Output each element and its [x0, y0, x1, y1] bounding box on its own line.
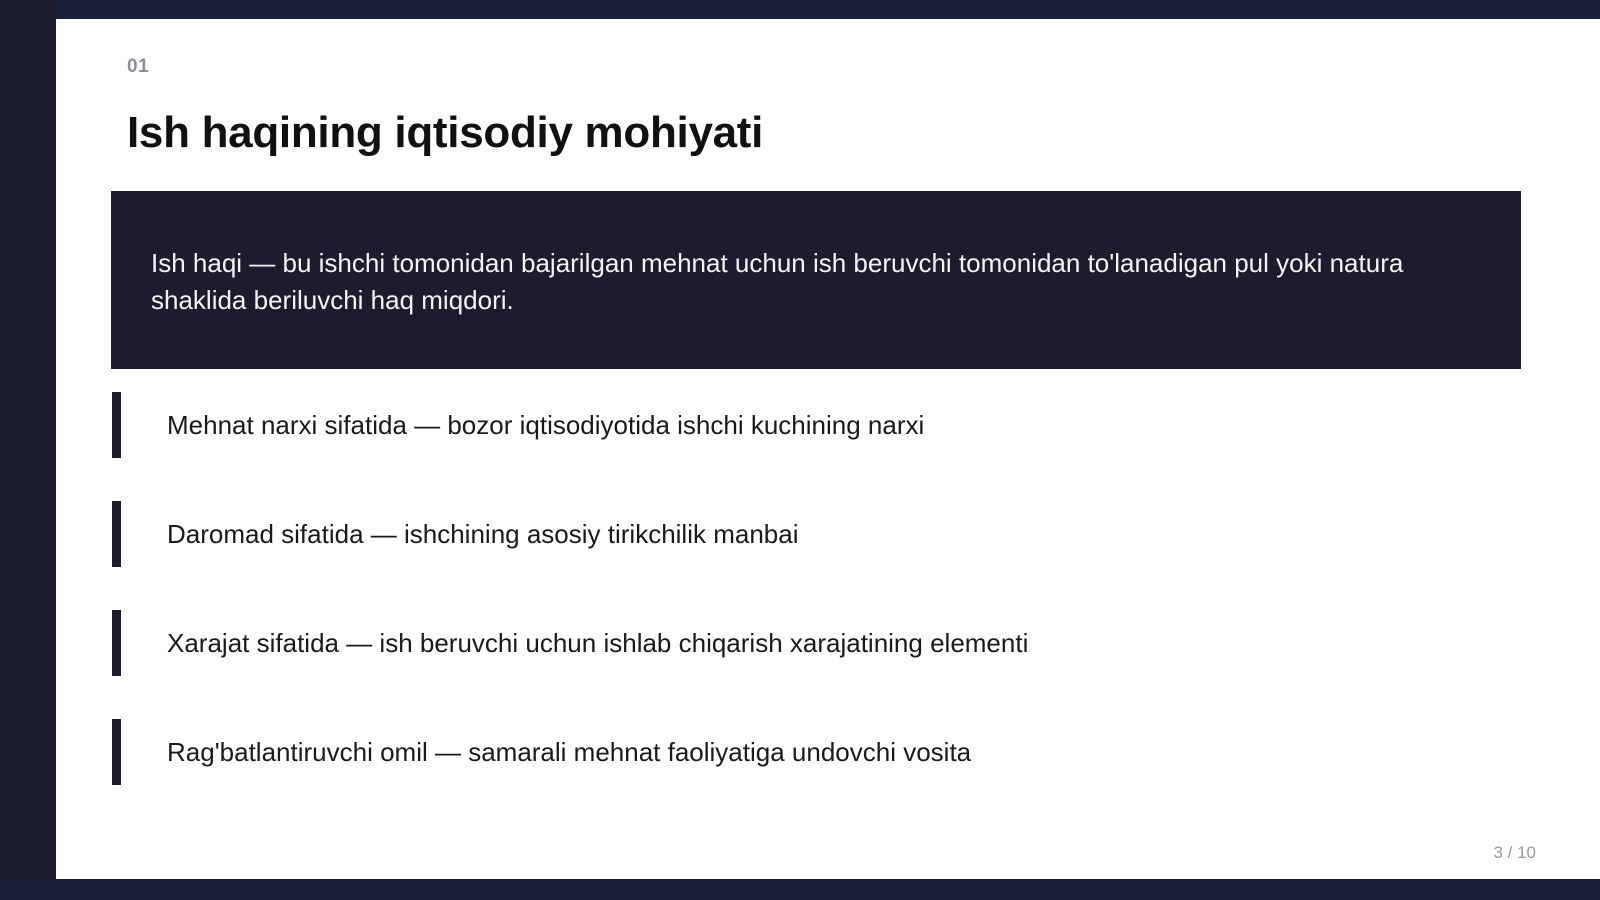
list-item-text: Daromad sifatida — ishchining asosiy tirikchilik manbai — [167, 519, 799, 549]
list-item — [112, 392, 1512, 458]
accent-bar — [112, 610, 121, 676]
list-item — [112, 719, 1512, 785]
list-item-text: Xarajat sifatida — ish beruvchi uchun ishlab chiqarish xarajatining elementi — [167, 628, 1029, 658]
accent-bar — [112, 392, 121, 458]
page-indicator: 3 / 10 — [1493, 843, 1536, 862]
definition-text: Ish haqi — bu ishchi tomonidan bajarilgan mehnat uchun ish beruvchi tomonidan to'lanadigan pul yoki natura shaklida beriluvchi haq miqdori. — [151, 248, 1404, 315]
bottom-frame-band — [0, 879, 1600, 900]
point-list — [112, 392, 1512, 828]
slide-section-number: 01 — [127, 56, 150, 77]
accent-bar — [112, 501, 121, 567]
left-frame-band — [0, 0, 56, 900]
slide-title: Ish haqining iqtisodiy mohiyati — [127, 108, 764, 157]
list-item — [112, 501, 1512, 567]
list-item-text: Mehnat narxi sifatida — bozor iqtisodiyotida ishchi kuchining narxi — [167, 410, 925, 440]
accent-bar — [112, 719, 121, 785]
top-frame-band — [56, 0, 1600, 19]
list-item — [112, 610, 1512, 676]
list-item-text: Rag'batlantiruvchi omil — samarali mehnat faoliyatiga undovchi vosita — [167, 737, 972, 767]
definition-box — [111, 191, 1521, 369]
